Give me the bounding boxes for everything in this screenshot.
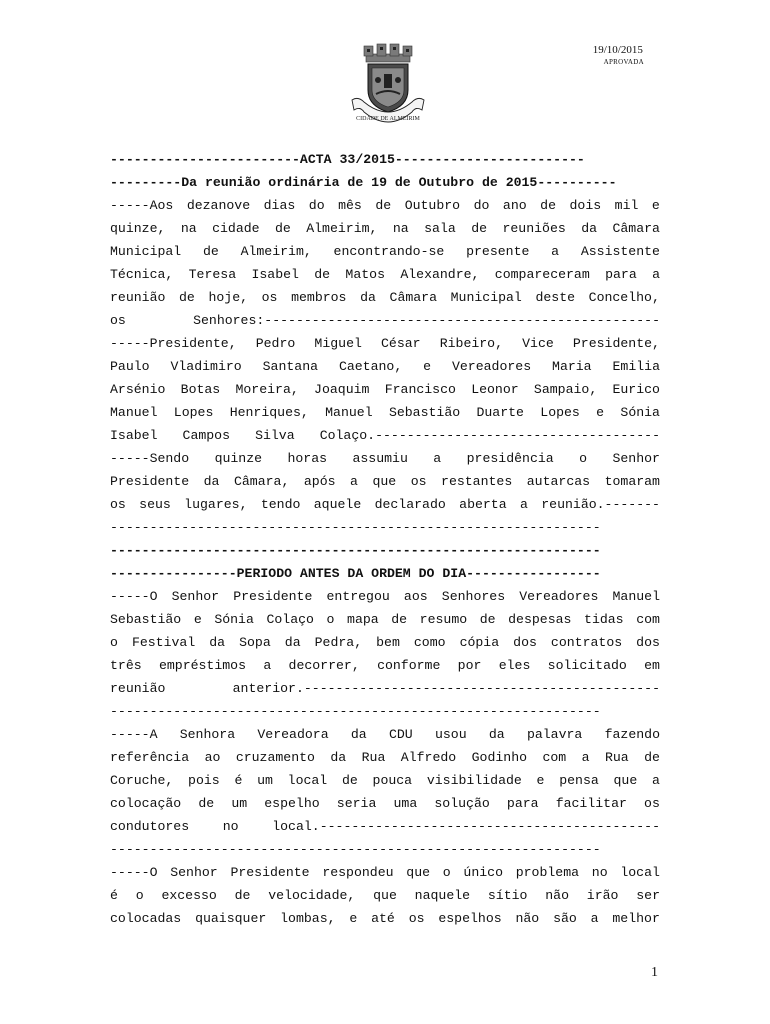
- text-line: quinze, na cidade de Almeirim, na sala de reuniões da Câmara: [110, 221, 660, 236]
- text-line: -----O Senhor Presidente entregou aos Senhores Vereadores Manuel: [110, 589, 660, 604]
- page-number: 1: [651, 965, 658, 980]
- text-line: --------------------------------------------------------------: [110, 520, 601, 535]
- text-line: --------------------------------------------------------------: [110, 704, 601, 719]
- text-line: Municipal de Almeirim, encontrando-se presente a Assistente: [110, 244, 660, 259]
- crest-motto: CIDADE DE ALMEIRIM: [356, 116, 420, 122]
- text-line: -----Sendo quinze horas assumiu a presidência o Senhor: [110, 451, 660, 466]
- text-line: Arsénio Botas Moreira, Joaquim Francisco Leonor Sampaio, Eurico: [110, 382, 660, 397]
- text-line: -----O Senhor Presidente respondeu que o único problema no local: [110, 865, 660, 880]
- text-line: ---------Da reunião ordinária de 19 de Outubro de 2015----------: [110, 175, 617, 190]
- text-line: ----------------PERIODO ANTES DA ORDEM DO DIA-----------------: [110, 566, 601, 581]
- text-line: o Festival da Sopa da Pedra, bem como cópia dos contratos dos: [110, 635, 660, 650]
- text-line: -----Aos dezanove dias do mês de Outubro do ano de dois mil e: [110, 198, 660, 213]
- text-line: referência ao cruzamento da Rua Alfredo Godinho com a Rua de: [110, 750, 660, 765]
- text-line: Técnica, Teresa Isabel de Matos Alexandre, compareceram para a: [110, 267, 660, 282]
- approval-status: APROVADA: [603, 58, 644, 66]
- text-line: ------------------------ACTA 33/2015------------------------: [110, 152, 585, 167]
- text-line: é o excesso de velocidade, que naquele sítio não irão ser: [110, 888, 660, 903]
- approval-stamp: [592, 44, 644, 66]
- text-line: condutores no local.-------------------------------------------: [110, 819, 660, 834]
- text-line: --------------------------------------------------------------: [110, 842, 601, 857]
- text-line: colocadas quaisquer lombas, e até os espelhos não são a melhor: [110, 911, 660, 926]
- municipal-crest-icon: [338, 40, 438, 134]
- minutes-body: [110, 148, 660, 930]
- text-line: reunião anterior.---------------------------------------------: [110, 681, 660, 696]
- text-line: os Senhores:--------------------------------------------------: [110, 313, 660, 328]
- text-line: Manuel Lopes Henriques, Manuel Sebastião Duarte Lopes e Sónia: [110, 405, 660, 420]
- text-line: -----A Senhora Vereadora da CDU usou da palavra fazendo: [110, 727, 660, 742]
- text-line: os seus lugares, tendo aquele declarado aberta a reunião.-------: [110, 497, 660, 512]
- text-line: Presidente da Câmara, após a que os restantes autarcas tomaram: [110, 474, 660, 489]
- text-line: reunião de hoje, os membros da Câmara Municipal deste Concelho,: [110, 290, 660, 305]
- text-line: --------------------------------------------------------------: [110, 543, 601, 558]
- text-line: Paulo Vladimiro Santana Caetano, e Vereadores Maria Emilia: [110, 359, 660, 374]
- text-line: três empréstimos a decorrer, conforme por eles solicitado em: [110, 658, 660, 673]
- text-line: colocação de um espelho seria uma solução para facilitar os: [110, 796, 660, 811]
- text-line: -----Presidente, Pedro Miguel César Ribeiro, Vice Presidente,: [110, 336, 660, 351]
- text-line: Coruche, pois é um local de pouca visibilidade e pensa que a: [110, 773, 660, 788]
- approval-date: 19/10/2015: [592, 44, 643, 56]
- text-line: Sebastião e Sónia Colaço o mapa de resumo de despesas tidas com: [110, 612, 660, 627]
- text-line: Isabel Campos Silva Colaço.------------------------------------: [110, 428, 660, 443]
